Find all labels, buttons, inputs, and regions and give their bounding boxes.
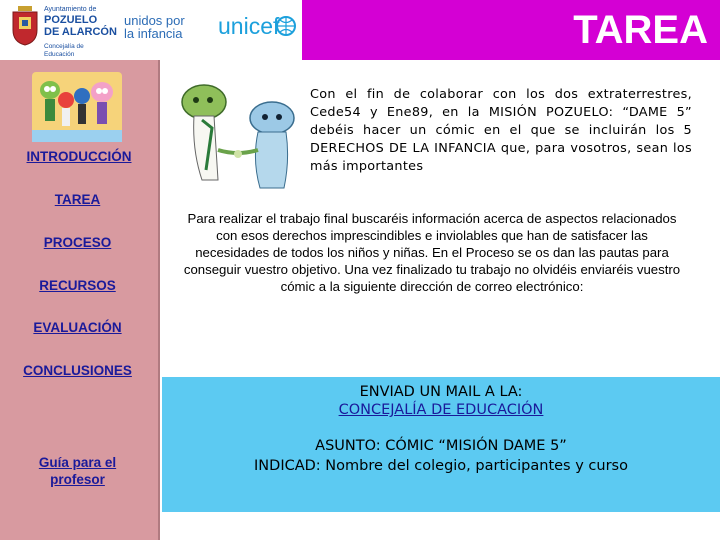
ayto-label-3: DE ALARCÓN xyxy=(44,26,117,38)
page-title: TAREA xyxy=(573,8,708,52)
ayuntamiento-logo xyxy=(10,4,120,60)
nav-proceso[interactable]: PROCESO xyxy=(43,235,112,250)
intro-paragraph: Con el fin de colaborar con los dos extraterrestres, Cede54 y Ene89, en la MISIÓN POZUELO: “DAME 5” debéis hacer un cómic en el que se incluirán los 5 DERECHOS DE LA INFANCIA que, para vosotros, sean los más importantes xyxy=(310,87,692,174)
unicef-logo xyxy=(218,12,298,42)
mail-instructions-box xyxy=(162,377,720,512)
coat-of-arms-icon xyxy=(10,6,40,46)
ayto-label-1: Ayuntamiento de xyxy=(44,6,97,13)
header xyxy=(0,0,720,60)
concejalia-email-link[interactable]: CONCEJALÍA DE EDUCACIÓN xyxy=(338,402,544,418)
ayto-label-2: POZUELO xyxy=(44,14,98,26)
aliens-illustration xyxy=(172,80,307,192)
ayto-sub-2: Educación xyxy=(44,51,75,58)
sidebar xyxy=(0,60,160,540)
title-bar xyxy=(302,0,720,60)
nav-evaluacion[interactable]: EVALUACIÓN xyxy=(33,320,122,335)
unicef-globe-icon xyxy=(276,16,296,36)
mail-subject-line: ASUNTO: CÓMIC “MISIÓN DAME 5” xyxy=(315,438,567,454)
nav-guia-profesor-line-1[interactable]: Guía para el xyxy=(38,455,117,470)
ayto-sub-1: Concejalía de xyxy=(44,43,84,50)
aliens-image xyxy=(172,80,307,192)
mail-indicate-line: INDICAD: Nombre del colegio, participantes y curso xyxy=(254,458,628,474)
characters-illustration xyxy=(32,72,122,142)
nav-conclusiones[interactable]: CONCLUSIONES xyxy=(23,363,132,378)
unidos-label-1: unidos por xyxy=(124,13,185,28)
nav-introduccion[interactable]: INTRODUCCIÓN xyxy=(26,149,132,164)
mail-heading: ENVIAD UN MAIL A LA: xyxy=(359,384,523,400)
task-paragraph: Para realizar el trabajo final buscaréis información acerca de aspectos relacionados con esos derechos imprescindibles e inviolables que han de satisfacer las necesidades de todos los niños y niñas. En el Proceso se os dan las pautas para conseguir vuestro objetivo. Una vez finalizado tu trabajo no olvidéis enviaréis vuestro cómic a la siguiente dirección de correo electrónico: xyxy=(183,211,681,294)
unicef-wordmark: unicef xyxy=(218,13,280,39)
nav-recursos[interactable]: RECURSOS xyxy=(39,278,116,293)
nav-tarea[interactable]: TAREA xyxy=(54,192,101,207)
unidos-label-2: la infancia xyxy=(124,26,183,41)
nav-guia-profesor-line-2[interactable]: profesor xyxy=(50,472,105,487)
unidos-por-la-infancia-logo xyxy=(124,14,210,42)
sidebar-characters-image xyxy=(32,72,122,142)
